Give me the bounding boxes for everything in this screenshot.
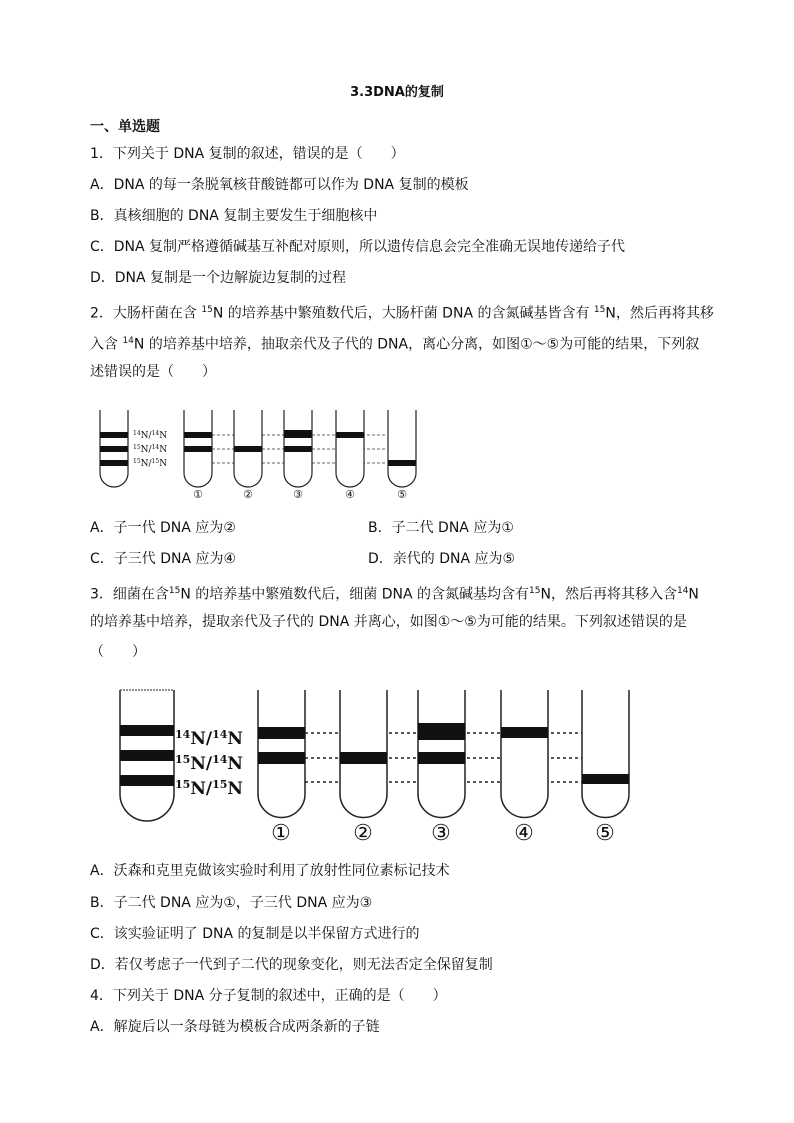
q2-stem-line1 (90, 301, 714, 323)
tube-5 (388, 410, 416, 487)
parent-tube (100, 410, 128, 487)
q3-option-a: A．沃森和克里克做该实验时利用了放射性同位素标记技术 (90, 863, 450, 879)
q2-option-d-text: D．亲代的 DNA 应为 (368, 551, 503, 567)
q2-stem-line3: 述错误的是（ ） (90, 364, 216, 380)
q2-sup: 14 (122, 336, 134, 346)
q1-option-c: C．DNA 复制严格遵循碱基互补配对原则，所以遗传信息会完全准确无误地传递给子代 (90, 239, 626, 255)
circled-number: ① (223, 895, 236, 911)
q2-text: 入含 (90, 336, 123, 353)
q2-option-b (368, 519, 514, 537)
q3-text: N 的培养基中繁殖数代后，细菌 DNA 的含氮碱基均含有 (180, 586, 530, 603)
circled-number: ⑤ (546, 336, 560, 353)
tube-3 (284, 410, 312, 487)
q1-stem: 1．下列关于 DNA 复制的叙述，错误的是（ ） (90, 146, 405, 162)
tube-4 (336, 410, 364, 487)
tube-1 (258, 690, 305, 818)
q3-option-b (90, 894, 372, 912)
q2-option-d (368, 550, 515, 568)
q3-stem-line1 (90, 582, 699, 604)
circled-number: ① (520, 336, 533, 353)
q1-option-a: A．DNA 的每一条脱氧核苷酸链都可以作为 DNA 复制的模板 (90, 177, 469, 193)
page-title: 3.3DNA的复制 (350, 85, 444, 100)
circled-number: ① (501, 520, 514, 536)
q2-option-c (90, 550, 236, 568)
q1-option-b: B．真核细胞的 DNA 复制主要发生于细胞核中 (90, 208, 378, 224)
q2-option-a (90, 519, 236, 537)
circled-number: ⑤ (502, 551, 516, 567)
q3-stem-line2 (90, 613, 687, 631)
q2-stem-line2 (90, 332, 699, 354)
circled-number: ④ (223, 551, 237, 567)
tube-label: ② (243, 488, 253, 501)
q2-option-c-text: C．子三代 DNA 应为 (90, 551, 224, 567)
tube-label: ② (353, 821, 373, 846)
q4-option-a: A．解旋后以一条母链为模板合成两条新的子链 (90, 1019, 380, 1035)
q2-centrifuge-figure (96, 408, 426, 503)
q3-option-b-text: B．子二代 DNA 应为 (90, 895, 224, 911)
tube-number-labels (193, 488, 407, 501)
q2-text: 2．大肠杆菌在含 (90, 305, 202, 322)
circled-number: ① (437, 614, 451, 630)
band-labels (133, 430, 167, 469)
tube-label: ① (271, 821, 291, 846)
q2-text: N，然后再将其移 (605, 305, 714, 322)
q3-text: N，然后再将其移入含 (540, 586, 677, 603)
q2-text: N 的培养基中繁殖数代后，大肠杆菌 DNA 的含氮碱基皆含有 (212, 305, 594, 322)
tube-4 (501, 690, 548, 818)
q3-centrifuge-figure (112, 686, 652, 846)
q2-text: N 的培养基中培养，抽取亲代及子代的 DNA，离心分离，如图 (133, 336, 521, 353)
tube-1 (184, 410, 212, 487)
tube-2 (234, 410, 262, 487)
q3-text: 的培养基中培养，提取亲代及子代的 DNA 并离心，如图 (90, 614, 438, 630)
q3-sup: 14 (676, 586, 689, 596)
q3-stem-line3: （ ） (90, 644, 146, 660)
tube-5 (582, 690, 629, 818)
q3-text: N (688, 586, 699, 603)
tube-label: ④ (514, 821, 534, 846)
q3-sup: 15 (529, 586, 541, 596)
q2-text: 为可能的结果，下列叙 (559, 336, 700, 353)
q4-stem: 4．下列关于 DNA 分子复制的叙述中，正确的是（ ） (90, 988, 447, 1004)
band-label-14-14: $^{14}$N/$^{14}$N (175, 728, 243, 749)
q2-sup: 15 (593, 305, 606, 315)
q2-option-b-text: B．子二代 DNA 应为 (368, 520, 502, 536)
q2-text: ～ (532, 336, 547, 353)
tube-label: ③ (431, 821, 451, 846)
q3-option-d: D．若仅考虑子一代到子二代的现象变化，则无法否定全保留复制 (90, 957, 493, 973)
tube-label: ⑤ (397, 488, 407, 501)
tube-label: ① (193, 488, 203, 501)
band-labels (175, 728, 243, 799)
q3-option-c: C．该实验证明了 DNA 的复制是以半保留方式进行的 (90, 926, 420, 942)
q3-sup: 15 (168, 586, 181, 596)
band-label-15-14: $^{15}$N/$^{14}$N (133, 444, 168, 455)
tube-2 (340, 690, 387, 818)
tube-3 (418, 690, 465, 818)
q2-sup: 15 (201, 305, 213, 315)
q1-option-d: D．DNA 复制是一个边解旋边复制的过程 (90, 270, 347, 286)
band-label-15-14: $^{15}$N/$^{14}$N (175, 753, 243, 774)
circled-number: ② (223, 520, 236, 536)
section-heading: 一、单选题 (90, 119, 160, 135)
tube-label: ③ (293, 488, 303, 501)
band-label-14-14: $^{14}$N/$^{14}$N (133, 430, 168, 441)
tube-label: ⑤ (595, 821, 615, 846)
band-label-15-15: $^{15}$N/$^{15}$N (175, 778, 243, 799)
parent-tube (120, 690, 174, 821)
tube-label: ④ (345, 488, 355, 501)
q3-text: ～ (450, 614, 465, 630)
q3-text: 3．细菌在含 (90, 586, 169, 603)
circled-number: ⑤ (464, 614, 477, 630)
tube-number-labels (271, 821, 615, 846)
q2-option-a-text: A．子一代 DNA 应为 (90, 520, 224, 536)
q3-text: 为可能的结果。下列叙述错误的是 (476, 614, 687, 630)
band-label-15-15: $^{15}$N/$^{15}$N (133, 458, 168, 469)
circled-number: ③ (359, 895, 373, 911)
q3-option-b-text: ，子三代 DNA 应为 (235, 895, 360, 911)
